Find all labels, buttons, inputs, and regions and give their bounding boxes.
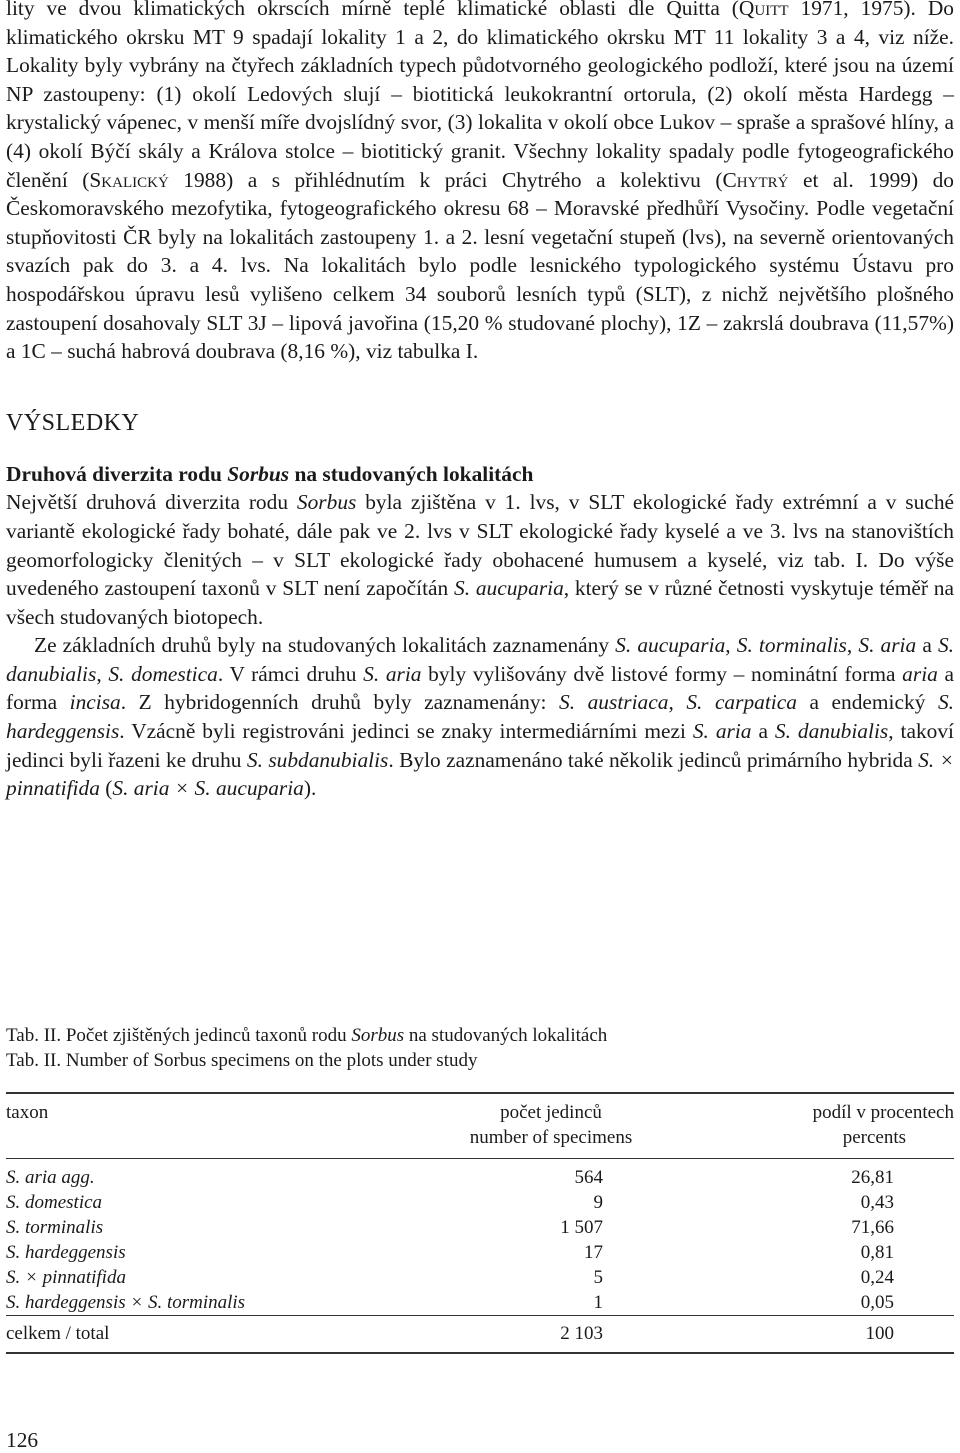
specimen-percent: 0,24 bbox=[860, 1267, 894, 1288]
table-body bbox=[6, 1159, 954, 1316]
table-caption-en: Tab. II. Number of Sorbus specimens on the plots under study bbox=[6, 1050, 478, 1071]
results-paragraph-2: Ze základních druhů byly na studovaných lokalitách zaznamenány S. aucuparia, S. torminalis, S. aria a S. danubialis, S. domestica. V rámci druhu S. aria byly vylišovány dvě listové formy – nominátní forma aria a forma incisa. Z hybridogenních druhů byly zaznamenány: S. austriaca, S. carpatica a endemický S. hardeggensis. Vzácně byli registrováni jedinci se znaky intermediárními mezi S. aria a S. danubialis, takoví jedinci byli řazeni ke druhu S. subdanubialis. Bylo zaznamenáno také několik jedinců primárního hybrida S. × pinnatifida (S. aria × S. aucuparia). bbox=[6, 633, 955, 801]
specimen-count: 1 507 bbox=[560, 1217, 603, 1238]
table-row bbox=[6, 1265, 954, 1290]
taxon-name: S. torminalis bbox=[6, 1217, 104, 1238]
total-percent: 100 bbox=[865, 1323, 894, 1344]
intro-text-4: et al. 1999) do Českomoravského mezofytika, fytogeografického okresu 68 – Moravské předhůří Vysočiny. Podle vegetační stupňovitosti ČR byly na lokalitách zastoupeny 1. a 2. lesní vegetační stupeň (lvs), na severně orientovaných svazích pak do 3. a 4. lvs. Na lokalitách bylo podle lesnického typologického systému Ústavu pro hospodářskou úpravu lesů vylišeno celkem 34 souborů lesních typů (SLT), z nichž největšího plošného zastoupení dosahovaly SLT 3J – lipová javořina (15,20 % studované plochy), 1Z – zakrslá doubrava (11,57%) a 1C – suchá habrová doubrava (8,16 %), viz tabulka I. bbox=[6, 167, 954, 364]
taxon-name: S. hardeggensis bbox=[6, 1242, 126, 1263]
subheading-diversity: Druhová diverzita rodu Sorbus na studovaných lokalitách bbox=[6, 461, 534, 486]
table-row bbox=[6, 1290, 954, 1316]
page bbox=[6, 0, 955, 1344]
specimen-count: 9 bbox=[593, 1192, 603, 1213]
header-percent: podíl v procentech percents bbox=[812, 1102, 954, 1148]
citation-chytry: Chytrý bbox=[722, 167, 789, 192]
specimen-percent: 0,81 bbox=[860, 1242, 894, 1263]
table-row bbox=[6, 1215, 954, 1240]
intro-text-3: 1988) a s přihlédnutím k práci Chytrého a kolektivu ( bbox=[168, 167, 723, 192]
table-total-row bbox=[6, 1316, 954, 1354]
header-taxon: taxon bbox=[6, 1102, 49, 1123]
table-header-row bbox=[6, 1093, 954, 1159]
taxon-name: S. × pinnatifida bbox=[6, 1267, 126, 1288]
table-row bbox=[6, 1190, 954, 1215]
sorbus-specimens-table bbox=[6, 1092, 954, 1354]
table-caption-cz: Tab. II. Počet zjištěných jedinců taxonů rodu Sorbus na studovaných lokalitách bbox=[6, 1025, 608, 1046]
table-row bbox=[6, 1159, 954, 1191]
citation-skalicky: Skalický bbox=[89, 167, 169, 192]
specimen-count: 1 bbox=[593, 1292, 603, 1313]
intro-paragraph bbox=[6, 0, 954, 366]
page-number: 126 bbox=[6, 1428, 39, 1452]
specimen-count: 564 bbox=[574, 1167, 603, 1188]
table-caption bbox=[6, 1023, 954, 1073]
specimen-count: 5 bbox=[593, 1267, 603, 1288]
results-paragraph-1: Největší druhová diverzita rodu Sorbus byla zjištěna v 1. lvs, v SLT ekologické řady extrémní a v suché variantě ekologické řady bohaté, dále pak ve 2. lvs v SLT ekologické řady kyselé a ve 3. lvs na stanovištích geomorfologicky členitých – v SLT ekologické řady obohacené humusem a kyselé, viz tab. I. Do výše uvedeného zastoupení taxonů v SLT není započítán S. aucuparia, který se v různé četnosti vyskytuje téměř na všech studovaných biotopech. bbox=[6, 490, 955, 629]
citation-quitt: Quitt bbox=[738, 0, 789, 20]
specimen-percent: 26,81 bbox=[851, 1167, 894, 1188]
header-count: počet jedinců number of specimens bbox=[469, 1102, 633, 1148]
section-heading-results: VÝSLEDKY bbox=[6, 409, 140, 436]
intro-text-2: 1971, 1975). Do klimatického okrsku MT 9 spadají lokality 1 a 2, do klimatického okrsku MT 11 lokality 3 a 4, viz níže. Lokality byly vybrány na čtyřech základních typech půdotvorného geologického podloží, které jsou na území NP zastoupeny: (1) okolí Ledových slují – biotitická leukokrantní ortorula, (2) okolí města Hardegg – krystalický vápenec, v menší míře dvojslídný svor, (3) lokalita v okolí obce Lukov – spraše a sprašové hlíny, a (4) okolí Býčí skály a Králova stolce – biotitický granit. Všechny lokality spadaly podle fytogeografického členění ( bbox=[6, 0, 954, 192]
table-row bbox=[6, 1240, 954, 1265]
taxon-name: S. domestica bbox=[6, 1192, 103, 1213]
specimen-percent: 0,43 bbox=[860, 1192, 894, 1213]
specimen-count: 17 bbox=[584, 1242, 603, 1263]
taxon-name: S. hardeggensis × S. torminalis bbox=[6, 1292, 246, 1313]
taxon-name: S. aria agg. bbox=[6, 1167, 95, 1188]
total-count: 2 103 bbox=[560, 1323, 603, 1344]
specimen-percent: 71,66 bbox=[851, 1217, 894, 1238]
specimen-percent: 0,05 bbox=[860, 1292, 894, 1313]
total-label: celkem / total bbox=[6, 1323, 110, 1344]
intro-text-1: lity ve dvou klimatických okrscích mírně teplé klimatické oblasti dle Quitta ( bbox=[6, 0, 739, 20]
